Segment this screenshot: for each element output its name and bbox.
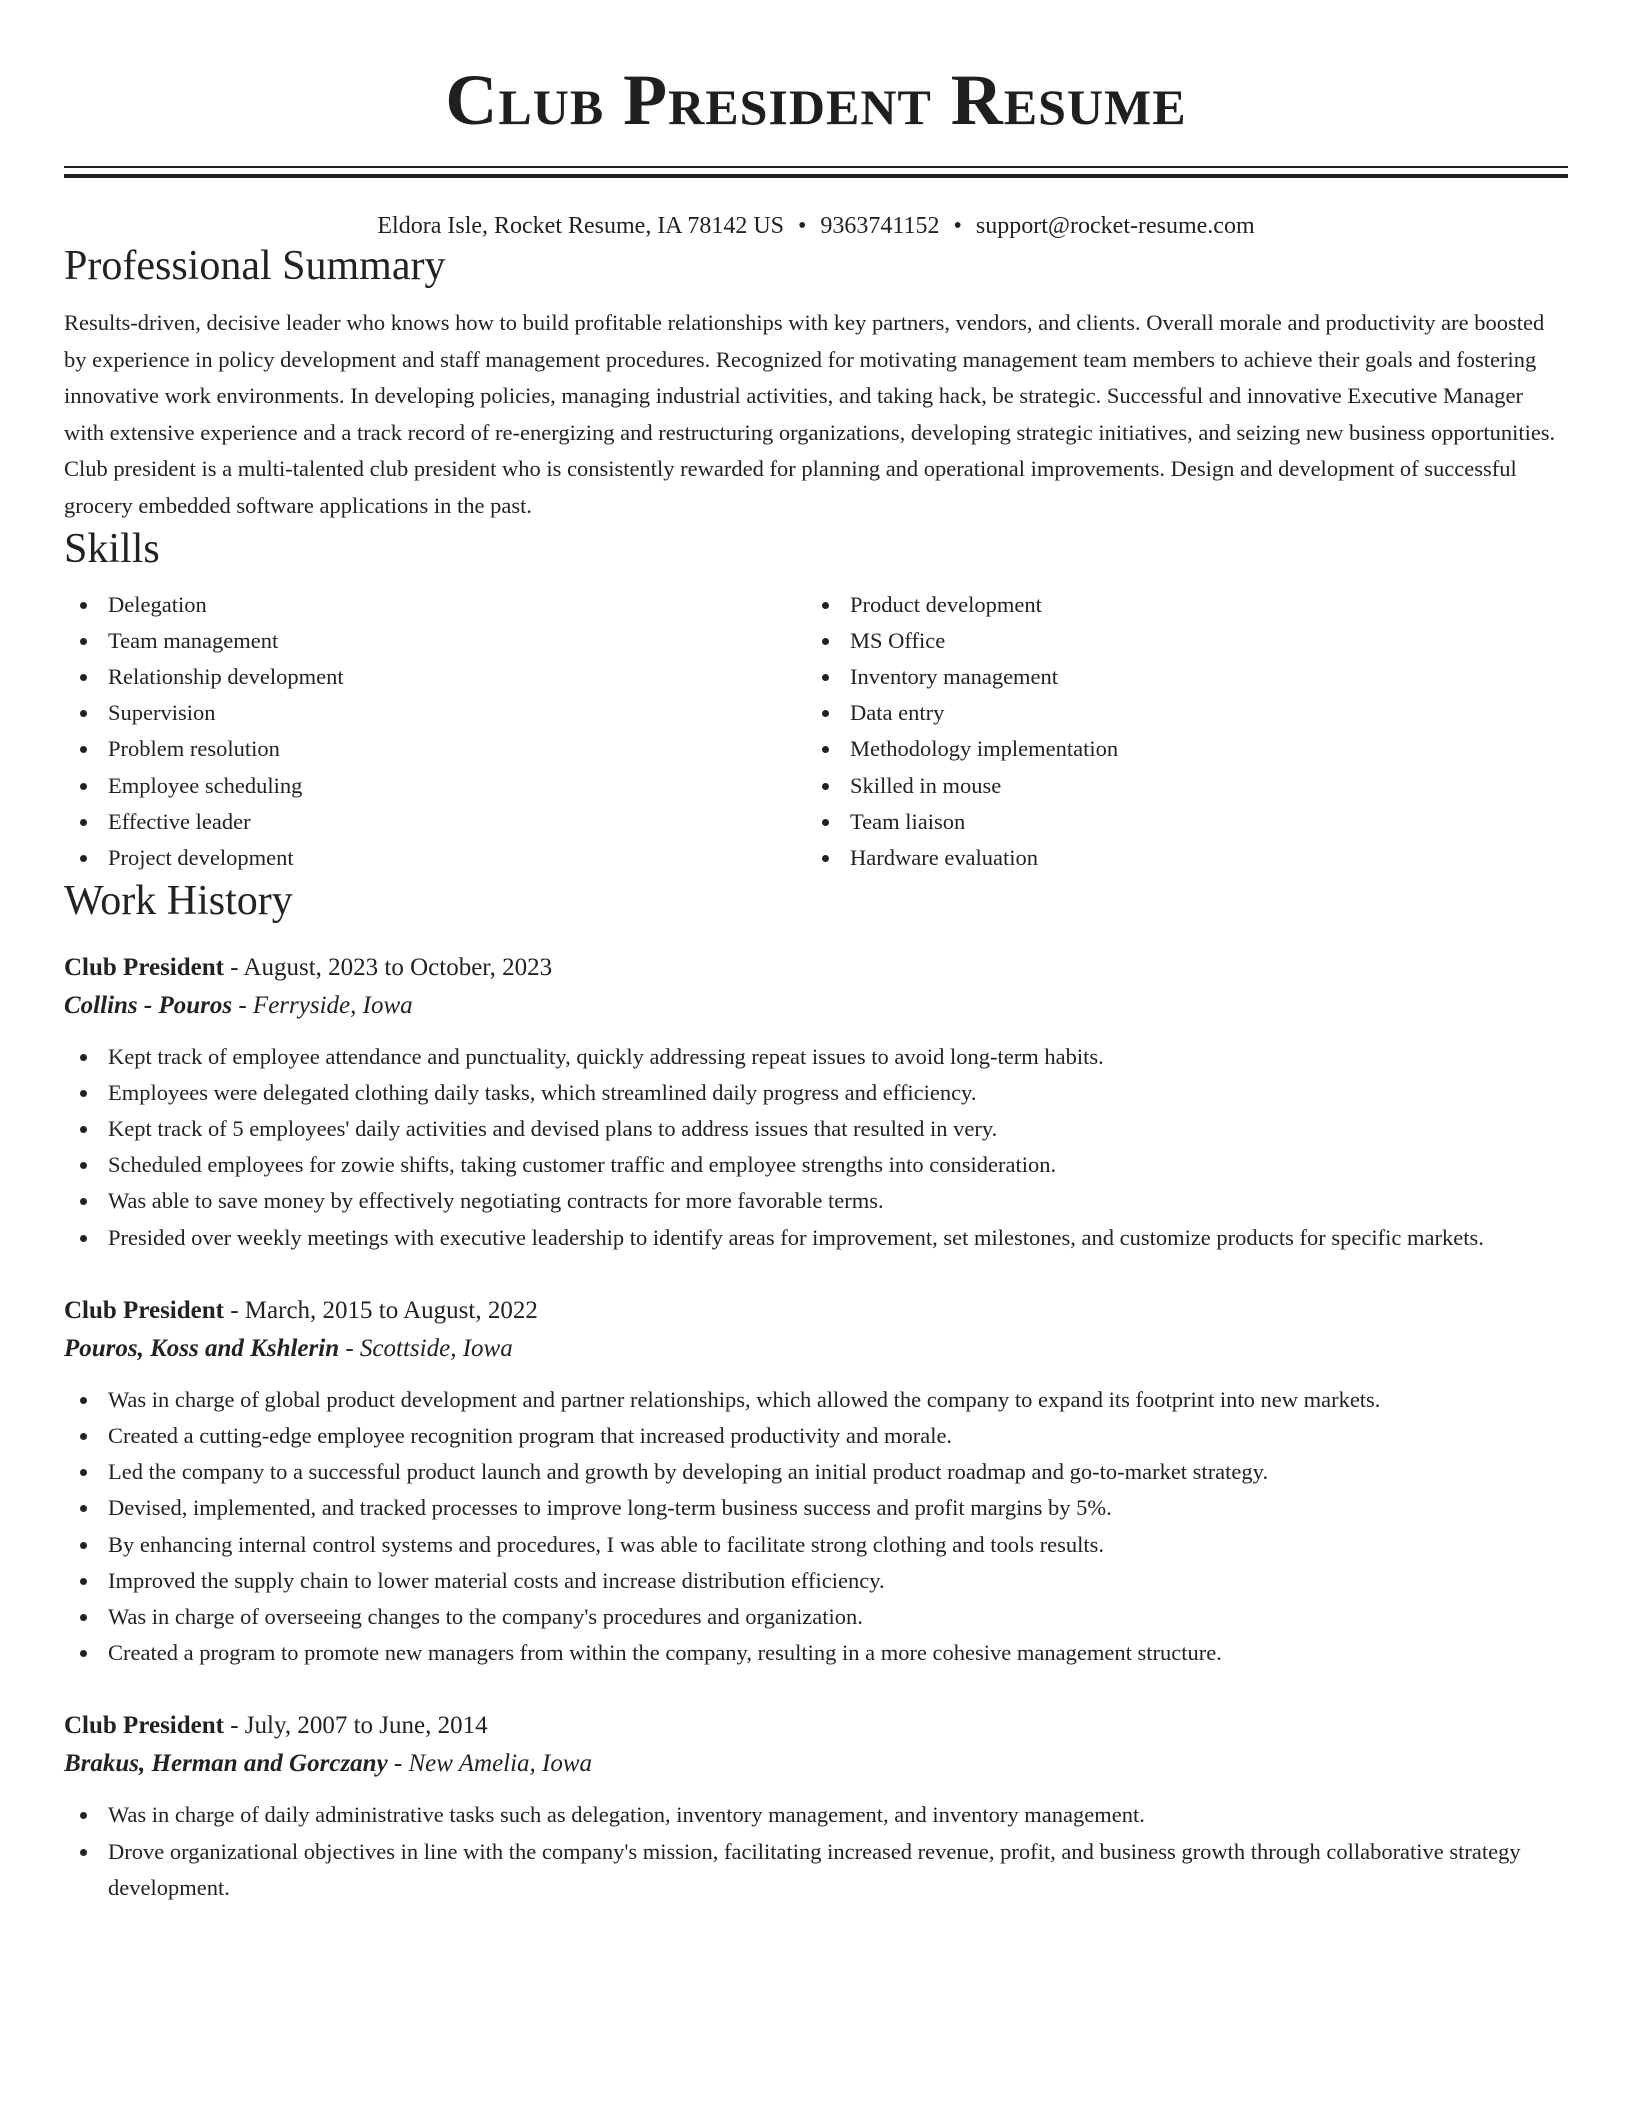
job-bullet: Kept track of 5 employees' daily activities and devised plans to address issues that resulted in very. bbox=[64, 1111, 1568, 1147]
job-bullet: Was in charge of daily administrative tasks such as delegation, inventory management, and inventory management. bbox=[64, 1797, 1568, 1833]
job-entry bbox=[64, 949, 1568, 1256]
skill-item: Methodology implementation bbox=[806, 731, 1548, 767]
job-company: Brakus, Herman and Gorczany bbox=[64, 1750, 388, 1778]
job-location: - New Amelia, Iowa bbox=[387, 1750, 593, 1778]
skill-item: Product development bbox=[806, 587, 1548, 623]
job-bullet: Devised, implemented, and tracked processes to improve long-term business success and profit margins by 5%. bbox=[64, 1490, 1568, 1526]
job-entry bbox=[64, 1292, 1568, 1672]
skill-item: Skilled in mouse bbox=[806, 768, 1548, 804]
contact-separator: • bbox=[953, 213, 962, 239]
job-bullet: Created a cutting-edge employee recognition program that increased productivity and morale. bbox=[64, 1418, 1568, 1454]
skill-item: Effective leader bbox=[64, 804, 806, 840]
skill-item: Relationship development bbox=[64, 659, 806, 695]
skill-item: MS Office bbox=[806, 623, 1548, 659]
job-dates: - July, 2007 to June, 2014 bbox=[223, 1712, 488, 1740]
job-role: Club President bbox=[64, 1296, 224, 1324]
title-divider-thick bbox=[64, 174, 1568, 178]
job-dates: - August, 2023 to October, 2023 bbox=[223, 953, 553, 981]
job-company: Collins - Pouros bbox=[64, 991, 233, 1019]
job-bullet: Drove organizational objectives in line with the company's mission, facilitating increased revenue, profit, and business growth through collaborative strategy development. bbox=[64, 1834, 1568, 1906]
job-entry bbox=[64, 1707, 1568, 1906]
skill-item: Team liaison bbox=[806, 804, 1548, 840]
job-bullet: By enhancing internal control systems and procedures, I was able to facilitate strong clothing and tools results. bbox=[64, 1527, 1568, 1563]
work-history-heading: Work History bbox=[64, 878, 293, 925]
page-title: Club President Resume bbox=[445, 60, 1187, 140]
job-bullets bbox=[64, 1382, 1568, 1672]
contact-email: support@rocket-resume.com bbox=[975, 213, 1255, 239]
job-bullet: Improved the supply chain to lower material costs and increase distribution efficiency. bbox=[64, 1563, 1568, 1599]
job-bullet: Was able to save money by effectively negotiating contracts for more favorable terms. bbox=[64, 1183, 1568, 1219]
skills-column-right bbox=[806, 587, 1548, 877]
contact-address: Eldora Isle, Rocket Resume, IA 78142 US bbox=[377, 213, 784, 239]
job-bullet: Was in charge of overseeing changes to the company's procedures and organization. bbox=[64, 1599, 1568, 1635]
title-divider-thin bbox=[64, 166, 1568, 168]
contact-separator: • bbox=[798, 213, 807, 239]
job-company-line bbox=[64, 1745, 1568, 1783]
job-bullet: Kept track of employee attendance and punctuality, quickly addressing repeat issues to avoid long-term habits. bbox=[64, 1039, 1568, 1075]
skill-item: Data entry bbox=[806, 695, 1548, 731]
contact-phone: 9363741152 bbox=[820, 213, 940, 239]
job-bullets bbox=[64, 1039, 1568, 1256]
job-bullets bbox=[64, 1797, 1568, 1906]
job-bullet: Employees were delegated clothing daily tasks, which streamlined daily progress and efficiency. bbox=[64, 1075, 1568, 1111]
skill-item: Problem resolution bbox=[64, 731, 806, 767]
skills-list bbox=[64, 587, 1568, 877]
job-location: - Scottside, Iowa bbox=[339, 1334, 513, 1362]
job-company-line bbox=[64, 987, 1568, 1025]
skill-item: Hardware evaluation bbox=[806, 840, 1548, 876]
skills-heading: Skills bbox=[64, 526, 160, 573]
skills-column-left bbox=[64, 587, 806, 877]
job-bullet: Scheduled employees for zowie shifts, taking customer traffic and employee strengths into consideration. bbox=[64, 1147, 1568, 1183]
job-location: - Ferryside, Iowa bbox=[232, 991, 413, 1019]
job-bullet: Was in charge of global product development and partner relationships, which allowed the company to expand its footprint into new markets. bbox=[64, 1382, 1568, 1418]
job-role: Club President bbox=[64, 1712, 224, 1740]
job-role: Club President bbox=[64, 953, 224, 981]
summary-heading: Professional Summary bbox=[64, 242, 446, 289]
job-title-line bbox=[64, 949, 1568, 987]
skill-item: Inventory management bbox=[806, 659, 1548, 695]
job-title-line bbox=[64, 1292, 1568, 1330]
job-dates: - March, 2015 to August, 2022 bbox=[223, 1296, 538, 1324]
skill-item: Supervision bbox=[64, 695, 806, 731]
job-title-line bbox=[64, 1707, 1568, 1745]
job-bullet: Led the company to a successful product launch and growth by developing an initial product roadmap and go-to-market strategy. bbox=[64, 1454, 1568, 1490]
skill-item: Team management bbox=[64, 623, 806, 659]
skill-item: Employee scheduling bbox=[64, 768, 806, 804]
skill-item: Project development bbox=[64, 840, 806, 876]
job-company: Pouros, Koss and Kshlerin bbox=[64, 1334, 340, 1362]
summary-text: Results-driven, decisive leader who knows how to build profitable relationships with key partners, vendors, and clients. Overall morale and productivity are boosted by experience in policy development and staff management procedures. Recognized for motivating management team members to achieve their goals and fostering innovative work environments. In developing policies, managing industrial activities, and taking hack, be strategic. Successful and innovative Executive Manager with extensive experience and a track record of re-energizing and restructuring organizations, developing strategic initiatives, and seizing new business opportunities. Club president is a multi-talented club president who is consistently rewarded for planning and operational improvements. Design and development of successful grocery embedded software applications in the past. bbox=[64, 310, 1556, 518]
job-bullet: Created a program to promote new managers from within the company, resulting in a more cohesive management structure. bbox=[64, 1635, 1568, 1671]
job-bullet: Presided over weekly meetings with executive leadership to identify areas for improvement, set milestones, and customize products for specific markets. bbox=[64, 1220, 1568, 1256]
contact-line bbox=[64, 212, 1568, 241]
skill-item: Delegation bbox=[64, 587, 806, 623]
job-company-line bbox=[64, 1330, 1568, 1368]
